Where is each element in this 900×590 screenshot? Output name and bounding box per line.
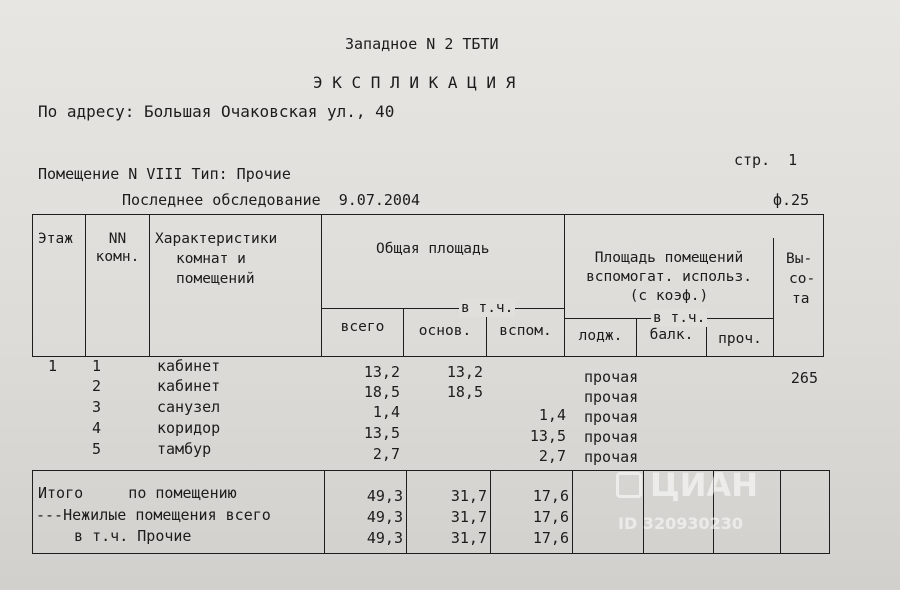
cell-total: 18,5 — [363, 383, 400, 401]
header-including: в т.ч. — [653, 310, 706, 326]
cell-name: тамбур — [157, 440, 212, 458]
totals-aux: 17,6 — [532, 508, 569, 526]
cell-aux: 13,5 — [529, 427, 566, 445]
totals-total: 49,3 — [366, 529, 403, 547]
address-line: По адресу: Большая Очаковская ул., 40 — [38, 102, 395, 121]
cell-main: 13,2 — [446, 363, 483, 381]
header-aux-area: вспомогат. использ. — [586, 269, 752, 285]
watermark-brand: ЦИАН — [650, 466, 759, 504]
totals-main: 31,7 — [450, 529, 487, 547]
cell-type: прочая — [584, 428, 639, 446]
cell-nn: 2 — [92, 377, 102, 395]
cell-aux: 2,7 — [538, 447, 566, 465]
header-nn: NN — [108, 231, 127, 247]
cell-name: санузел — [157, 398, 221, 416]
header-other: проч. — [718, 331, 762, 347]
totals-total: 49,3 — [366, 508, 403, 526]
cell-total: 2,7 — [372, 445, 400, 463]
header-total: всего — [340, 319, 385, 335]
cell-nn: 4 — [92, 419, 102, 437]
header-characteristics: Характеристики — [155, 231, 278, 247]
totals-bottom-border — [32, 553, 830, 554]
cell-total: 13,2 — [363, 363, 400, 381]
totals-label: ---Нежилые помещения всего — [36, 506, 271, 524]
totals-divider — [572, 470, 573, 553]
header-height: та — [792, 291, 810, 307]
header-characteristics: помещений — [176, 271, 255, 287]
document-title: Э К С П Л И К А Ц И Я — [313, 73, 516, 92]
cell-nn: 1 — [92, 357, 102, 375]
form-number: ф.25 — [773, 191, 810, 209]
header-nn: комн. — [95, 249, 140, 265]
cell-name: кабинет — [157, 377, 221, 395]
col-divider — [773, 238, 774, 356]
header-characteristics: комнат и — [176, 251, 246, 267]
organization-name: Западное N 2 ТБТИ — [345, 35, 499, 53]
header-aux: вспом. — [499, 323, 552, 339]
cell-aux: 1,4 — [538, 406, 566, 424]
page-number: стр. 1 — [734, 151, 798, 169]
header-loggia: лодж. — [578, 328, 623, 344]
totals-aux: 17,6 — [532, 487, 569, 505]
cell-total: 1,4 — [372, 403, 400, 421]
last-survey-line: Последнее обследование 9.07.2004 — [122, 191, 421, 209]
header-including: в т.ч. — [461, 300, 514, 316]
totals-aux: 17,6 — [532, 529, 569, 547]
cell-name: кабинет — [157, 357, 221, 375]
totals-total: 49,3 — [366, 487, 403, 505]
header-bottom-border — [32, 356, 824, 357]
header-main: основ. — [418, 323, 472, 339]
cell-type: прочая — [584, 448, 639, 466]
header-balcony: балк. — [649, 327, 694, 343]
header-total-area: Общая площадь — [376, 241, 490, 257]
header-aux-area: Площадь помещений — [594, 250, 744, 266]
subheader-line — [321, 308, 564, 309]
totals-label: в т.ч. Прочие — [56, 527, 192, 545]
totals-border — [829, 470, 830, 553]
col-divider — [149, 214, 150, 356]
cell-nn: 3 — [92, 398, 102, 416]
table-top-border — [32, 214, 824, 215]
cell-nn: 5 — [92, 440, 102, 458]
table-right-border — [823, 214, 824, 356]
watermark — [616, 466, 816, 550]
header-aux-area: (с коэф.) — [629, 288, 709, 304]
totals-label: Итого по помещению — [38, 484, 237, 502]
totals-border — [32, 470, 33, 553]
room-line: Помещение N VIII Тип: Прочие — [38, 165, 291, 183]
cell-main: 18,5 — [446, 383, 483, 401]
header-height: со- — [789, 271, 816, 287]
header-height: Вы- — [786, 251, 813, 267]
cell-height: 265 — [790, 369, 818, 387]
totals-main: 31,7 — [450, 508, 487, 526]
cell-type: прочая — [584, 368, 639, 386]
cell-name: коридор — [157, 419, 221, 437]
cell-total: 13,5 — [363, 424, 400, 442]
cell-floor: 1 — [48, 357, 58, 375]
header-floor: Этаж — [38, 231, 73, 247]
totals-main: 31,7 — [450, 487, 487, 505]
watermark-id: ID 320930230 — [618, 514, 743, 533]
watermark-logo-icon — [616, 472, 642, 498]
cell-type: прочая — [584, 388, 639, 406]
table-left-border — [32, 214, 33, 356]
cell-type: прочая — [584, 408, 639, 426]
